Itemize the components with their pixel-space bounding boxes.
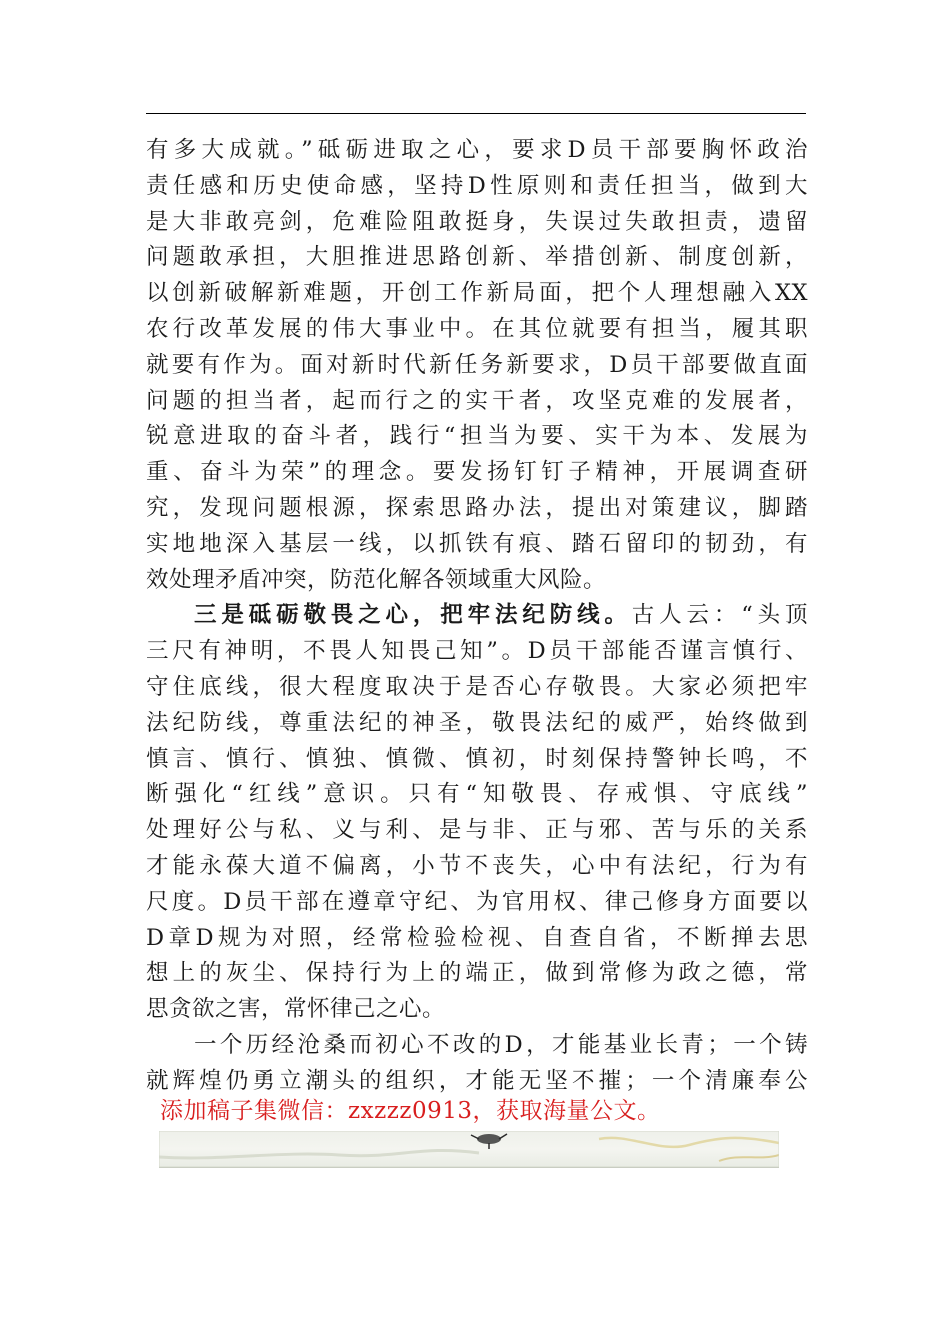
section3-first-tail: 古人云：“头顶 (631, 602, 808, 629)
paragraph-line: 农行改革发展的伟大事业中。在其位就要有担当，履其职 (146, 315, 808, 342)
paragraph-line: 处理好公与私、义与利、是与非、正与邪、苦与乐的关系 (146, 817, 808, 844)
paragraph-line: D章D规为对照，经常检验检视、自查自省，不断掸去思 (146, 924, 808, 951)
paragraph-line: 断强化“红线”意识。只有“知敬畏、存戒惧、守底线” (146, 781, 808, 808)
banner-swirl-decoration (159, 1131, 779, 1167)
paragraph-line: 究，发现问题根源，探索思路办法，提出对策建议，脚踏 (146, 494, 808, 521)
document-body (146, 133, 808, 1100)
footer-banner-image (159, 1131, 779, 1168)
footer-ad-text: 添加稿子集微信：zxzzz0913，获取海量公文。 (160, 1098, 661, 1124)
paragraph-line: 责任感和历史使命感，坚持D性原则和责任担当，做到大 (146, 172, 808, 199)
paragraph-line: 实地地深入基层一线，以抓铁有痕、踏石留印的韧劲，有 (146, 530, 808, 557)
paragraph-line: 三尺有神明，不畏人知畏己知”。D员干部能否谨言慎行、 (146, 638, 808, 665)
paragraph-line: 守住底线，很大程度取决于是否心存敬畏。大家必须把牢 (146, 673, 808, 700)
paragraph-line: 慎言、慎行、慎独、慎微、慎初，时刻保持警钟长鸣，不 (146, 745, 808, 772)
section3-heading: 三是砥砺敬畏之心，把牢法纪防线。 (194, 602, 632, 629)
header-rule (146, 113, 806, 114)
paragraph-line: 锐意进取的奋斗者，践行“担当为要、实干为本、发展为 (146, 423, 808, 450)
paragraph-line: 重、奋斗为荣”的理念。要发扬钉钉子精神，开展调查研 (146, 459, 808, 486)
paragraph-line: 有多大成就。”砥砺进取之心，要求D员干部要胸怀政治 (146, 137, 808, 163)
paragraph-line: 才能永葆大道不偏离，小节不丧失，心中有法纪，行为有 (146, 852, 808, 879)
section3-first-line (146, 598, 808, 634)
paragraph-line: 就要有作为。面对新时代新任务新要求，D员干部要做直面 (146, 351, 808, 378)
paragraph-line: 尺度。D员干部在遵章守纪、为官用权、律己修身方面要以 (146, 888, 808, 915)
paragraph-line: 问题敢承担，大胆推进思路创新、举措创新、制度创新， (146, 244, 808, 271)
paragraph-line: 以创新破解新难题，开创工作新局面，把个人理想融入XX (146, 280, 808, 307)
paragraph-line: 一个历经沧桑而初心不改的D，才能基业长青；一个铸 (194, 1031, 808, 1058)
paragraph-line: 法纪防线，尊重法纪的神圣，敬畏法纪的威严，始终做到 (146, 709, 808, 736)
paragraph-line: 就辉煌仍勇立潮头的组织，才能无坚不摧；一个清廉奉公 (146, 1067, 808, 1094)
paragraph-line: 效处理矛盾冲突，防范化解各领域重大风险。 (146, 566, 607, 593)
paragraph-line: 思贪欲之害，常怀律己之心。 (146, 996, 446, 1023)
paragraph-line: 是大非敢亮剑，危难险阻敢挺身，失误过失敢担责，遗留 (146, 208, 808, 235)
paragraph-line: 想上的灰尘、保持行为上的端正，做到常修为政之德，常 (146, 960, 808, 987)
paragraph-line: 问题的担当者，起而行之的实干者，攻坚克难的发展者， (146, 387, 808, 414)
